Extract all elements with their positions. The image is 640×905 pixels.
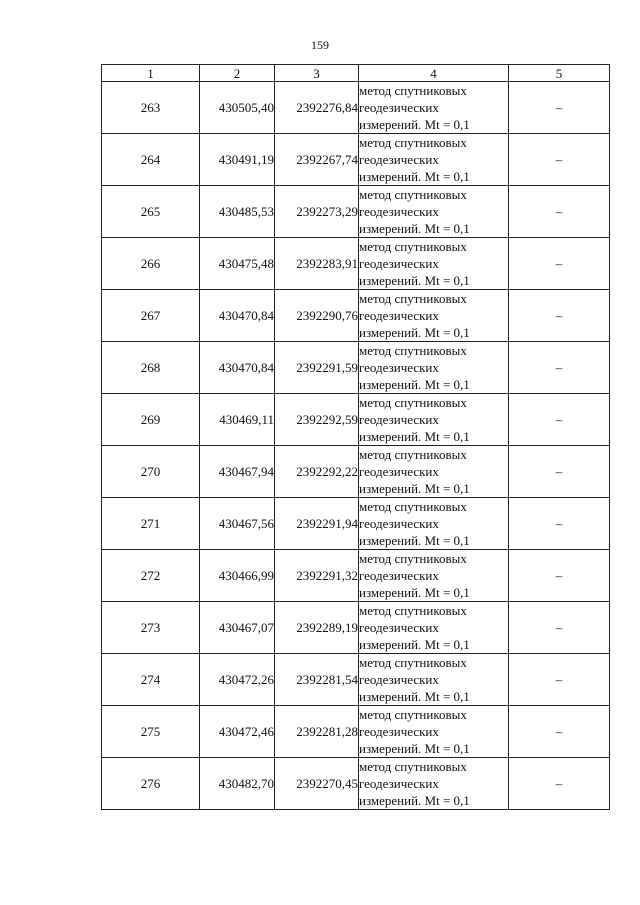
point-number-cell: 266 (102, 238, 200, 290)
method-text-line: геодезических (359, 256, 439, 271)
table-body (102, 82, 610, 810)
table-row (102, 342, 610, 394)
point-number-cell: 267 (102, 290, 200, 342)
table-row (102, 238, 610, 290)
coordinates-table (101, 64, 610, 810)
point-number-cell: 263 (102, 82, 200, 134)
method-text-line: метод спутниковых (359, 343, 467, 358)
method-text-line: измерений. Mt = 0,1 (359, 117, 470, 132)
y-coordinate-cell: 2392291,94 (275, 498, 359, 550)
method-text-line: геодезических (359, 724, 439, 739)
method-cell (359, 706, 509, 758)
x-coordinate-cell: 430505,40 (200, 82, 275, 134)
method-text-line: метод спутниковых (359, 291, 467, 306)
method-text-line: измерений. Mt = 0,1 (359, 793, 470, 808)
x-coordinate-cell: 430469,11 (200, 394, 275, 446)
method-cell (359, 602, 509, 654)
column-header-3: 3 (275, 65, 359, 82)
column-header-5: 5 (509, 65, 610, 82)
table-row (102, 186, 610, 238)
method-cell (359, 394, 509, 446)
table-row (102, 602, 610, 654)
method-cell (359, 446, 509, 498)
table-row (102, 498, 610, 550)
point-number-cell: 272 (102, 550, 200, 602)
method-text-line: геодезических (359, 464, 439, 479)
note-cell: – (509, 498, 610, 550)
x-coordinate-cell: 430485,53 (200, 186, 275, 238)
method-text-line: измерений. Mt = 0,1 (359, 169, 470, 184)
method-text-line: метод спутниковых (359, 603, 467, 618)
y-coordinate-cell: 2392276,84 (275, 82, 359, 134)
method-text-line: геодезических (359, 568, 439, 583)
method-cell (359, 186, 509, 238)
column-header-1: 1 (102, 65, 200, 82)
note-cell: – (509, 654, 610, 706)
note-cell: – (509, 706, 610, 758)
x-coordinate-cell: 430482,70 (200, 758, 275, 810)
column-header-2: 2 (200, 65, 275, 82)
point-number-cell: 270 (102, 446, 200, 498)
table-row (102, 550, 610, 602)
method-cell (359, 550, 509, 602)
method-text-line: метод спутниковых (359, 655, 467, 670)
note-cell: – (509, 186, 610, 238)
method-text-line: измерений. Mt = 0,1 (359, 637, 470, 652)
note-cell: – (509, 550, 610, 602)
page-number: 159 (311, 38, 329, 52)
point-number-cell: 273 (102, 602, 200, 654)
method-text-line: измерений. Mt = 0,1 (359, 689, 470, 704)
point-number-cell: 271 (102, 498, 200, 550)
x-coordinate-cell: 430467,07 (200, 602, 275, 654)
y-coordinate-cell: 2392290,76 (275, 290, 359, 342)
table-row (102, 82, 610, 134)
point-number-cell: 275 (102, 706, 200, 758)
method-cell (359, 654, 509, 706)
table-header-row (102, 65, 610, 82)
table-row (102, 706, 610, 758)
y-coordinate-cell: 2392292,22 (275, 446, 359, 498)
point-number-cell: 276 (102, 758, 200, 810)
method-cell (359, 290, 509, 342)
y-coordinate-cell: 2392273,29 (275, 186, 359, 238)
method-text-line: измерений. Mt = 0,1 (359, 481, 470, 496)
method-cell (359, 498, 509, 550)
y-coordinate-cell: 2392289,19 (275, 602, 359, 654)
method-text-line: метод спутниковых (359, 239, 467, 254)
point-number-cell: 264 (102, 134, 200, 186)
point-number-cell: 274 (102, 654, 200, 706)
y-coordinate-cell: 2392270,45 (275, 758, 359, 810)
point-number-cell: 268 (102, 342, 200, 394)
note-cell: – (509, 446, 610, 498)
method-text-line: геодезических (359, 620, 439, 635)
y-coordinate-cell: 2392291,59 (275, 342, 359, 394)
method-cell (359, 342, 509, 394)
method-text-line: измерений. Mt = 0,1 (359, 741, 470, 756)
method-text-line: геодезических (359, 412, 439, 427)
method-text-line: измерений. Mt = 0,1 (359, 533, 470, 548)
method-text-line: метод спутниковых (359, 187, 467, 202)
note-cell: – (509, 290, 610, 342)
table-row (102, 290, 610, 342)
method-text-line: измерений. Mt = 0,1 (359, 325, 470, 340)
method-text-line: измерений. Mt = 0,1 (359, 221, 470, 236)
method-text-line: метод спутниковых (359, 447, 467, 462)
x-coordinate-cell: 430467,94 (200, 446, 275, 498)
note-cell: – (509, 758, 610, 810)
method-text-line: метод спутниковых (359, 395, 467, 410)
method-text-line: геодезических (359, 100, 439, 115)
table-row (102, 394, 610, 446)
x-coordinate-cell: 430475,48 (200, 238, 275, 290)
method-text-line: измерений. Mt = 0,1 (359, 377, 470, 392)
method-text-line: метод спутниковых (359, 759, 467, 774)
x-coordinate-cell: 430472,26 (200, 654, 275, 706)
y-coordinate-cell: 2392283,91 (275, 238, 359, 290)
x-coordinate-cell: 430472,46 (200, 706, 275, 758)
note-cell: – (509, 394, 610, 446)
y-coordinate-cell: 2392267,74 (275, 134, 359, 186)
x-coordinate-cell: 430470,84 (200, 342, 275, 394)
method-text-line: метод спутниковых (359, 83, 467, 98)
method-text-line: геодезических (359, 776, 439, 791)
x-coordinate-cell: 430466,99 (200, 550, 275, 602)
x-coordinate-cell: 430467,56 (200, 498, 275, 550)
method-cell (359, 82, 509, 134)
note-cell: – (509, 134, 610, 186)
method-text-line: измерений. Mt = 0,1 (359, 585, 470, 600)
method-text-line: геодезических (359, 152, 439, 167)
point-number-cell: 269 (102, 394, 200, 446)
x-coordinate-cell: 430491,19 (200, 134, 275, 186)
table-row (102, 654, 610, 706)
method-text-line: геодезических (359, 672, 439, 687)
y-coordinate-cell: 2392281,54 (275, 654, 359, 706)
table-row (102, 134, 610, 186)
y-coordinate-cell: 2392292,59 (275, 394, 359, 446)
note-cell: – (509, 342, 610, 394)
table-row (102, 758, 610, 810)
method-cell (359, 238, 509, 290)
method-text-line: геодезических (359, 516, 439, 531)
method-cell (359, 134, 509, 186)
method-text-line: геодезических (359, 308, 439, 323)
method-text-line: метод спутниковых (359, 499, 467, 514)
method-text-line: геодезических (359, 204, 439, 219)
table-row (102, 446, 610, 498)
method-cell (359, 758, 509, 810)
method-text-line: метод спутниковых (359, 135, 467, 150)
note-cell: – (509, 602, 610, 654)
point-number-cell: 265 (102, 186, 200, 238)
method-text-line: измерений. Mt = 0,1 (359, 429, 470, 444)
note-cell: – (509, 238, 610, 290)
note-cell: – (509, 82, 610, 134)
method-text-line: измерений. Mt = 0,1 (359, 273, 470, 288)
y-coordinate-cell: 2392281,28 (275, 706, 359, 758)
method-text-line: геодезических (359, 360, 439, 375)
column-header-4: 4 (359, 65, 509, 82)
method-text-line: метод спутниковых (359, 551, 467, 566)
y-coordinate-cell: 2392291,32 (275, 550, 359, 602)
x-coordinate-cell: 430470,84 (200, 290, 275, 342)
method-text-line: метод спутниковых (359, 707, 467, 722)
